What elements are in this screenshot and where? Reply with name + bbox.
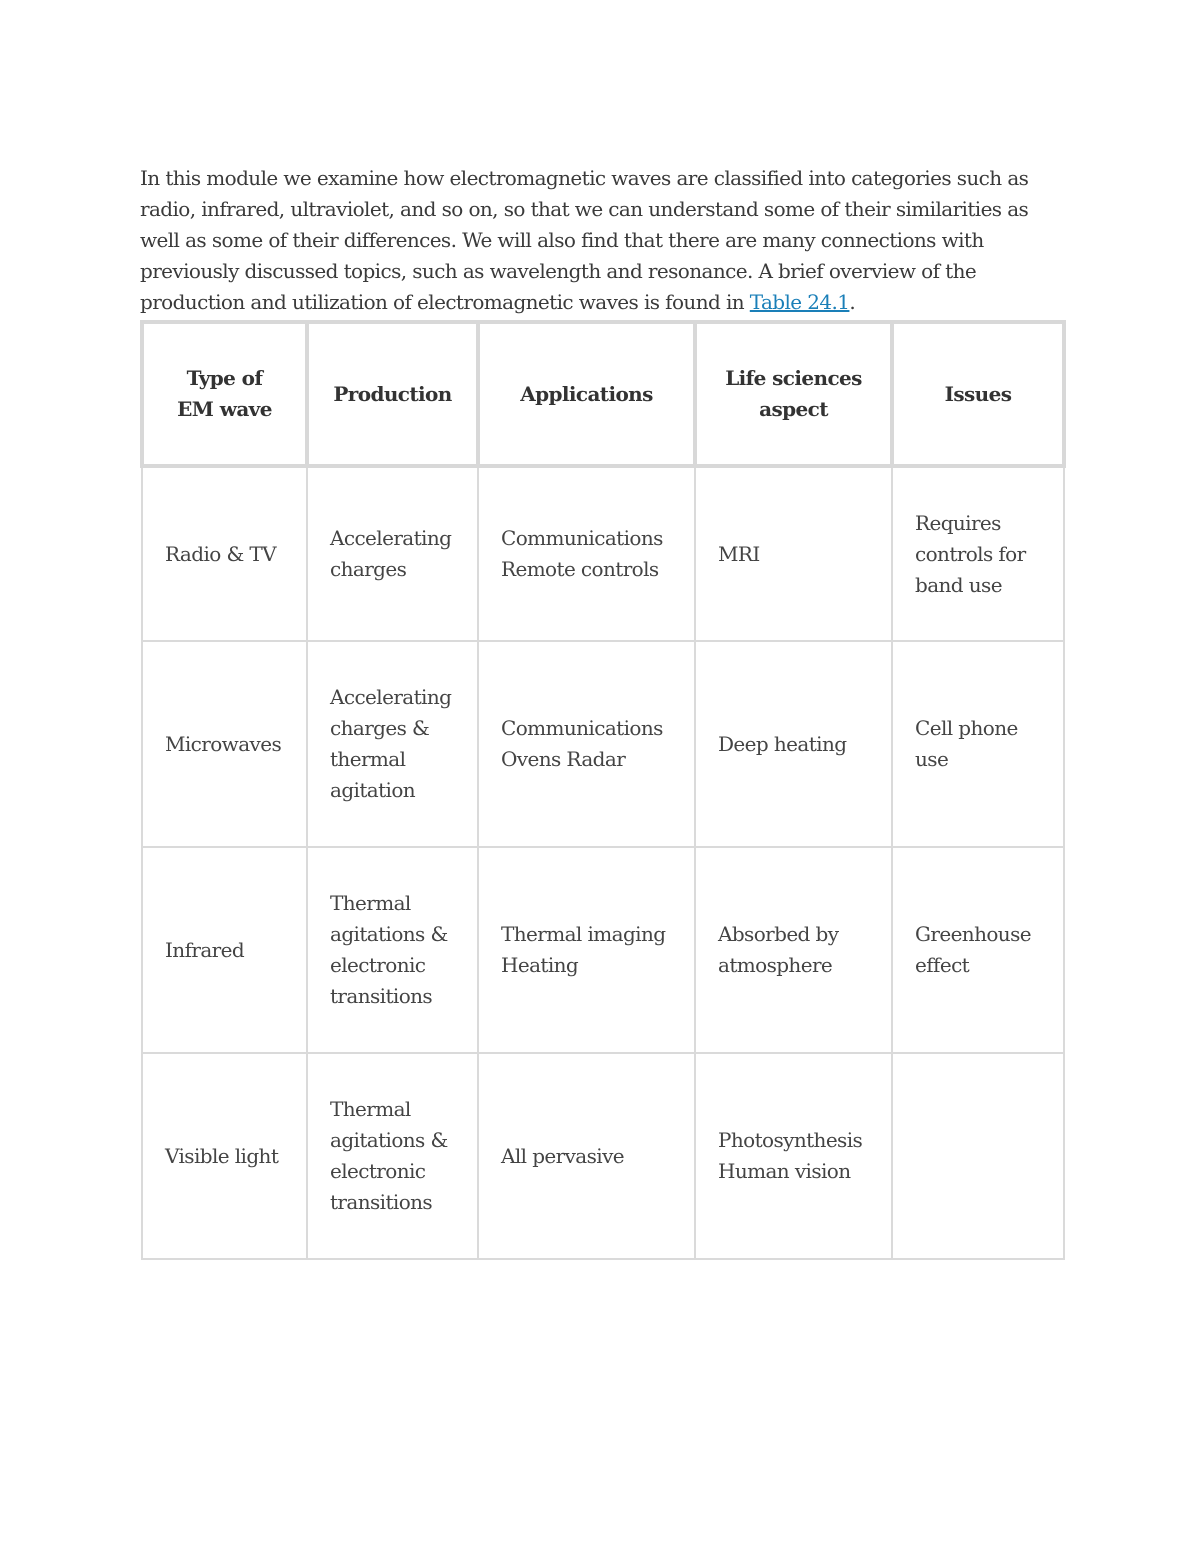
table-header-row [142,322,1064,466]
header-type: Type of EM wave [142,322,307,466]
cell-type: Infrared [142,847,307,1053]
intro-text: In this module we examine how electromagnetic waves are classified into categories such as radio, infrared, ultraviolet, and so on, so that we can understand some of their similarities as well as some of their differences. We will also find that there are many connections with previously discussed topics, such as wavelength and resonance. A brief overview of the production and utilization of electromagnetic waves is found in [140,166,1029,314]
cell-production: Accelerating charges [307,466,478,641]
cell-type: Radio & TV [142,466,307,641]
cell-applications: All pervasive [478,1053,695,1259]
intro-end: . [849,290,856,314]
header-production: Production [307,322,478,466]
header-issues: Issues [892,322,1064,466]
cell-issues: Cell phone use [892,641,1064,847]
cell-issues: Requires controls for band use [892,466,1064,641]
cell-production: Thermal agitations & electronic transitions [307,1053,478,1259]
cell-applications: Communications Ovens Radar [478,641,695,847]
cell-type: Microwaves [142,641,307,847]
cell-production: Thermal agitations & electronic transitions [307,847,478,1053]
cell-life-sciences: Photosynthesis Human vision [695,1053,892,1259]
cell-life-sciences: Absorbed by atmosphere [695,847,892,1053]
cell-applications: Communications Remote controls [478,466,695,641]
header-applications: Applications [478,322,695,466]
cell-life-sciences: Deep heating [695,641,892,847]
table-row [142,641,1064,847]
intro-paragraph [140,163,1065,318]
table-row [142,847,1064,1053]
header-life-sciences: Life sciences aspect [695,322,892,466]
cell-production: Accelerating charges & thermal agitation [307,641,478,847]
em-waves-table [140,320,1066,1260]
cell-type: Visible light [142,1053,307,1259]
cell-life-sciences: MRI [695,466,892,641]
table-row [142,466,1064,641]
table-link[interactable]: Table 24.1 [749,290,850,314]
cell-issues: Greenhouse effect [892,847,1064,1053]
cell-issues [892,1053,1064,1259]
cell-applications: Thermal imaging Heating [478,847,695,1053]
table-row [142,1053,1064,1259]
